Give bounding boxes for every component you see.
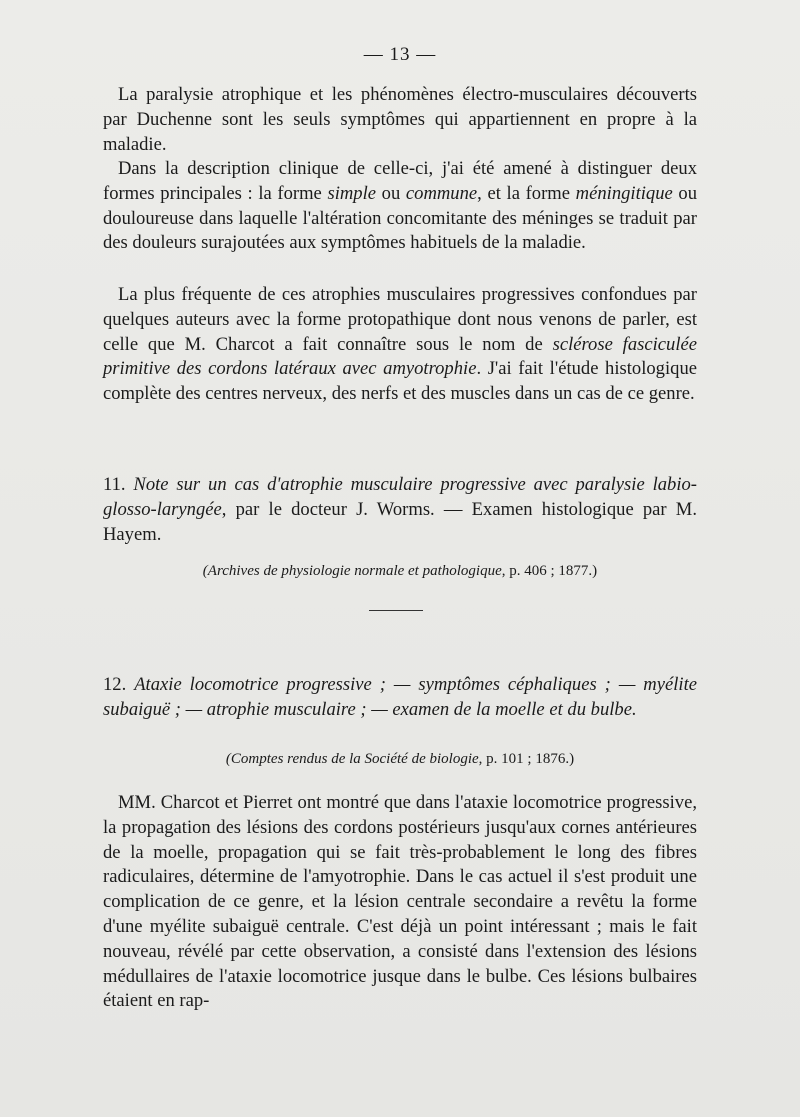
p2-text-d: ou douloureuse dans laquelle l'altération concomitante des méninges se traduit par des douleurs surajoutées aux symptômes habituels de la maladie. xyxy=(103,182,698,254)
paragraph-1 xyxy=(103,83,697,157)
entry-12 xyxy=(103,673,697,723)
p2-meningitique: méningitique xyxy=(575,182,673,204)
separator-line xyxy=(369,610,423,611)
entry-11-number: 11. xyxy=(103,474,126,495)
entry-12-source xyxy=(103,751,697,768)
entry-12-source-pages: , p. 101 ; 1876.) xyxy=(478,751,575,767)
p2-text-c: , et la forme xyxy=(477,182,576,204)
entry-11-text xyxy=(103,473,697,547)
entry-11-rest: , par le docteur J. Worms. — Examen histologique par M. Hayem. xyxy=(103,498,697,545)
entry-12-title: Ataxie locomotrice progressive ; — symptômes céphaliques ; — myélite subaiguë ; — atrophie musculaire ; — examen de la moelle et du bulbe. xyxy=(103,674,697,720)
page-number: — 13 — xyxy=(363,44,437,65)
p2-simple: simple xyxy=(327,182,376,204)
entry-12-source-journal: (Comptes rendus de la Société de biologie xyxy=(225,751,479,767)
entry-12-number: 12. xyxy=(103,674,127,695)
p3-italic: sclérose fasciculée primitive des cordons latéraux avec amyotrophie xyxy=(103,333,698,380)
p2-commune: commune xyxy=(405,182,478,204)
paragraph-2 xyxy=(103,157,697,256)
paragraph-3 xyxy=(103,283,697,407)
paragraph-3-text xyxy=(103,283,697,407)
p2-text-b: ou xyxy=(376,182,406,204)
entry-11 xyxy=(103,473,697,547)
paragraph-1-text: La paralysie atrophique et les phénomènes électro-musculaires découverts par Duchenne sont les seuls symptômes qui appartiennent en propre à la maladie. xyxy=(103,84,697,155)
p3-text-a: La plus fréquente de ces atrophies musculaires progressives confondues par quelques auteurs avec la forme protopathique dont nous venons de parler, est celle que M. Charcot a fait connaître sous le nom de xyxy=(103,284,697,355)
entry-12-text xyxy=(103,673,697,723)
paragraph-4-text: MM. Charcot et Pierret ont montré que dans l'ataxie locomotrice progressive, la propagation des lésions des cordons postérieurs jusqu'aux cornes antérieures de la moelle, propagation qui se fait très-probablement le long des fibres radiculaires, détermine de l'amyotrophie. Dans le cas actuel il s'est produit une complication de ce genre, et la lésion centrale secondaire a revêtu la forme d'une myélite subaiguë centrale. C'est déjà un point intéressant ; mais le fait nouveau, révélé par cette observation, a consisté dans l'extension des lésions médullaires de l'ataxie locomotrice jusque dans le bulbe. Ces lésions bulbaires étaient en rap- xyxy=(103,792,697,1012)
p3-text-b: . J'ai fait l'étude histologique complète des centres nerveux, des nerfs et des muscles dans un cas de ce genre. xyxy=(103,358,697,405)
paragraph-4 xyxy=(103,791,697,1014)
entry-11-source-journal: (Archives de physiologie normale et pathologique xyxy=(202,563,502,579)
entry-11-source-pages: , p. 406 ; 1877.) xyxy=(501,563,598,579)
paragraph-2-text xyxy=(103,157,697,256)
p2-text-a: Dans la description clinique de celle-ci, j'ai été amené à distinguer deux formes principales : la forme xyxy=(103,158,697,204)
entry-11-source xyxy=(103,563,697,580)
entry-11-title: Note sur un cas d'atrophie musculaire progressive avec paralysie labio-glosso-laryngée xyxy=(103,474,697,520)
